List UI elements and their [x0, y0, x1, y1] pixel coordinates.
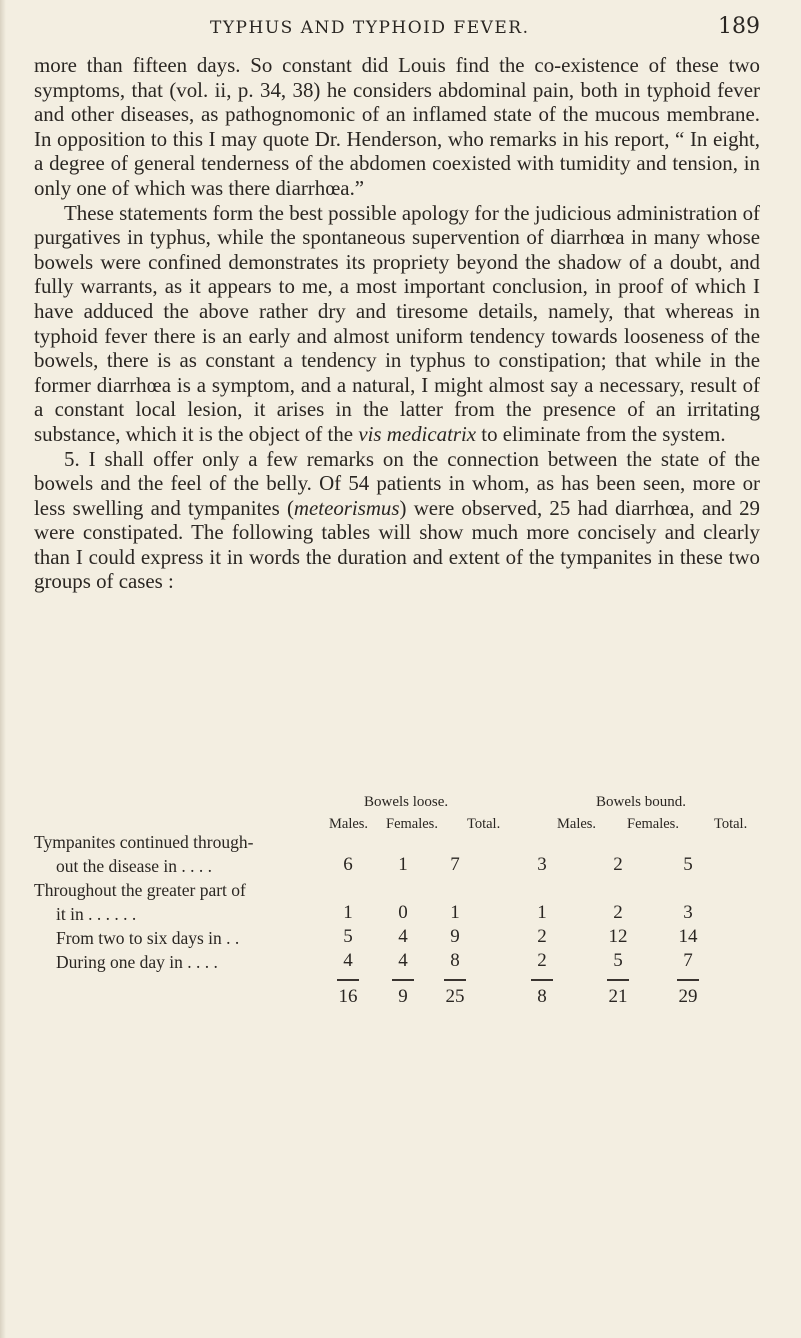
total-cell: 29: [678, 986, 698, 1007]
group-heading-bowels-bound: Bowels bound.: [596, 794, 686, 810]
column-heading: Males.: [329, 816, 369, 832]
table-cell: 4: [398, 950, 408, 971]
total-cell: 8: [537, 986, 547, 1007]
group-heading-bowels-loose: Bowels loose.: [364, 794, 449, 810]
table-cell: 12: [608, 926, 628, 947]
table-cell: 1: [343, 902, 353, 923]
paragraph-2: These statements form the best possible apology for the judicious administration of purgatives in typhus, while the spontaneous supervention of diarrhœa in many whose bowels were confined demonstrates its propriety beyond the shadow of a doubt, and fully warrants, as it appears to me, a most important conclusion, in proof of which I have adduced the above rather dry and tiresome details, namely, that whereas in typhoid fever there is an early and almost uniform tendency towards looseness of the bowels, there is as constant a tendency in typhus to constipation; that while in the former diarrhœa is a symptom, and a natural, I might almost say a necessary, result of a constant local lesion, it arises in the latter from the presence of an irritating substance, which it is the object of the vis medicatrix to eliminate from the system.: [34, 200, 760, 446]
total-cell: 16: [338, 986, 358, 1007]
italic-term: vis medicatrix: [358, 421, 477, 446]
table-cell: 1: [537, 902, 547, 923]
table-cell: 6: [343, 854, 353, 875]
column-heading: Females.: [627, 816, 679, 832]
page-header: [0, 14, 801, 44]
column-heading: Females.: [386, 816, 438, 832]
table-cell: 5: [683, 854, 693, 875]
total-rule: [444, 979, 466, 981]
paragraph-3: 5. I shall offer only a few remarks on the connection between the state of the bowels and the feel of the belly. Of 54 patients in whom, as has been seen, more or less swelling and tympanites (meteorismus) were observed, 25 had diarrhœa, and 29 were constipated. The following tables will show much more concisely and clearly than I could express it in words the duration and extent of the tympanites in these two groups of cases :: [34, 446, 760, 594]
tympanites-table: [34, 790, 760, 1310]
table-cell: 3: [537, 854, 547, 875]
table-cell: 7: [450, 854, 460, 875]
row-label: From two to six days in . .: [56, 928, 240, 948]
row-label: it in . . . . . .: [56, 904, 137, 924]
running-title: TYPHUS AND TYPHOID FEVER.: [210, 18, 530, 38]
table-cell: 2: [537, 950, 547, 971]
total-rule: [337, 979, 359, 981]
column-heading: Males.: [557, 816, 597, 832]
table-cell: 2: [613, 854, 623, 875]
row-label: Throughout the greater part of: [34, 880, 246, 900]
column-heading: Total.: [467, 816, 501, 832]
italic-term: meteorismus: [293, 495, 400, 520]
total-rule: [677, 979, 699, 981]
total-rule: [392, 979, 414, 981]
page-number: 189: [718, 14, 760, 39]
table-cell: 1: [450, 902, 460, 923]
table-cell: 2: [613, 902, 623, 923]
row-label: During one day in . . . .: [56, 952, 218, 972]
total-rule: [531, 979, 553, 981]
table-cell: 7: [683, 950, 693, 971]
total-cell: 21: [608, 986, 628, 1007]
table-cell: 5: [343, 926, 353, 947]
table-cell: 3: [683, 902, 693, 923]
table-cell: 1: [398, 854, 408, 875]
table-cell: 9: [450, 926, 460, 947]
table-cell: 5: [613, 950, 623, 971]
row-label: out the disease in . . . .: [56, 856, 213, 876]
table-cell: 8: [450, 950, 460, 971]
paragraph-1: more than fifteen days. So constant did Louis find the co-existence of these two symptoms, that (vol. ii, p. 34, 38) he considers abdominal pain, both in typhoid fever and other diseases, as pathognomonic of an inflamed state of the mucous membrane. In opposition to this I may quote Dr. Henderson, who remarks in his report, “ In eight, a degree of general tenderness of the abdomen coexisted with tumidity and tension, in only one of which was there diarrhœa.”: [34, 53, 760, 200]
column-heading: Total.: [714, 816, 748, 832]
page-edge-shadow: [0, 0, 6, 1338]
table-cell: 2: [537, 926, 547, 947]
table-cell: 4: [398, 926, 408, 947]
table-cell: 0: [398, 902, 408, 923]
total-rule: [607, 979, 629, 981]
total-cell: 25: [445, 986, 465, 1007]
body-text: [34, 53, 760, 594]
row-label: Tympanites continued through-: [34, 832, 254, 852]
total-cell: 9: [398, 986, 408, 1007]
table-cell: 4: [343, 950, 353, 971]
table-cell: 14: [678, 926, 698, 947]
